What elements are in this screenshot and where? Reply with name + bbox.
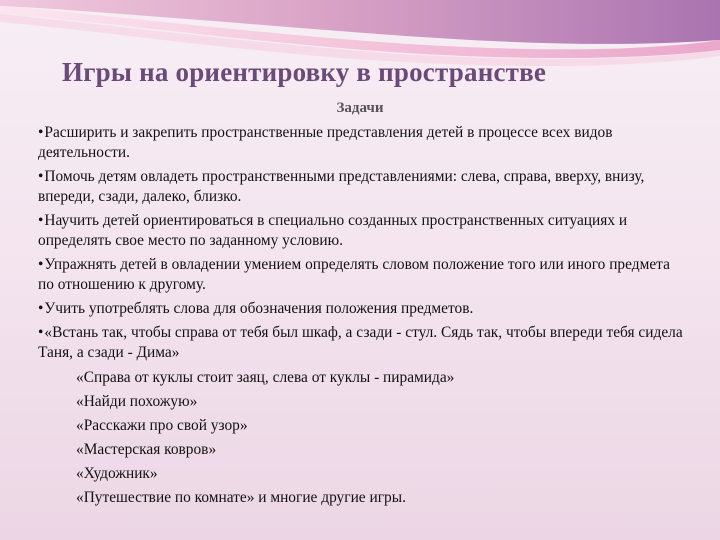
task-bullet — [38, 255, 688, 295]
task-text: Упражнять детей в овладении умением определять словом положение того или иного предмета по отношению к другому. — [38, 256, 670, 293]
task-text: Научить детей ориентироваться в специально созданных пространственных ситуациях и определять свое место по заданному условию. — [38, 212, 628, 249]
task-text: Расширить и закрепить пространственные представления детей в процессе всех видов деятельности. — [38, 124, 613, 161]
bullet-marker: • — [38, 212, 44, 229]
bullet-marker: • — [38, 168, 44, 185]
bullet-marker: • — [38, 324, 44, 341]
game-item: «Путешествие по комнате» и многие другие игры. — [76, 489, 406, 506]
task-text: «Встань так, чтобы справа от тебя был шкаф, а сзади - стул. Сядь так, чтобы впереди тебя сидела Таня, а сзади - Дима» — [38, 324, 683, 361]
game-item: «Расскажи про свой узор» — [76, 417, 248, 434]
slide-title: Игры на ориентировку в пространстве — [62, 57, 547, 87]
task-bullet — [38, 123, 688, 163]
game-item: «Мастерская ковров» — [76, 441, 217, 458]
games-list — [38, 368, 688, 508]
task-bullet — [38, 299, 688, 319]
bullet-marker: • — [38, 256, 44, 273]
game-item: «Справа от куклы стоит заяц, слева от куклы - пирамида» — [76, 369, 455, 386]
task-bullet — [38, 167, 688, 207]
game-item: «Найди похожую» — [76, 393, 198, 410]
slide-subtitle: Задачи — [336, 100, 384, 116]
task-bullet — [38, 211, 688, 251]
game-item: «Художник» — [76, 465, 158, 482]
task-text: Помочь детям овладеть пространственными представлениями: слева, справа, вверху, внизу, впереди, сзади, далеко, близко. — [38, 168, 645, 205]
bullet-marker: • — [38, 124, 44, 141]
bullet-marker: • — [38, 300, 44, 317]
task-bullet — [38, 323, 688, 363]
task-text: Учить употреблять слова для обозначения положения предметов. — [44, 300, 474, 317]
content-body — [38, 123, 688, 512]
